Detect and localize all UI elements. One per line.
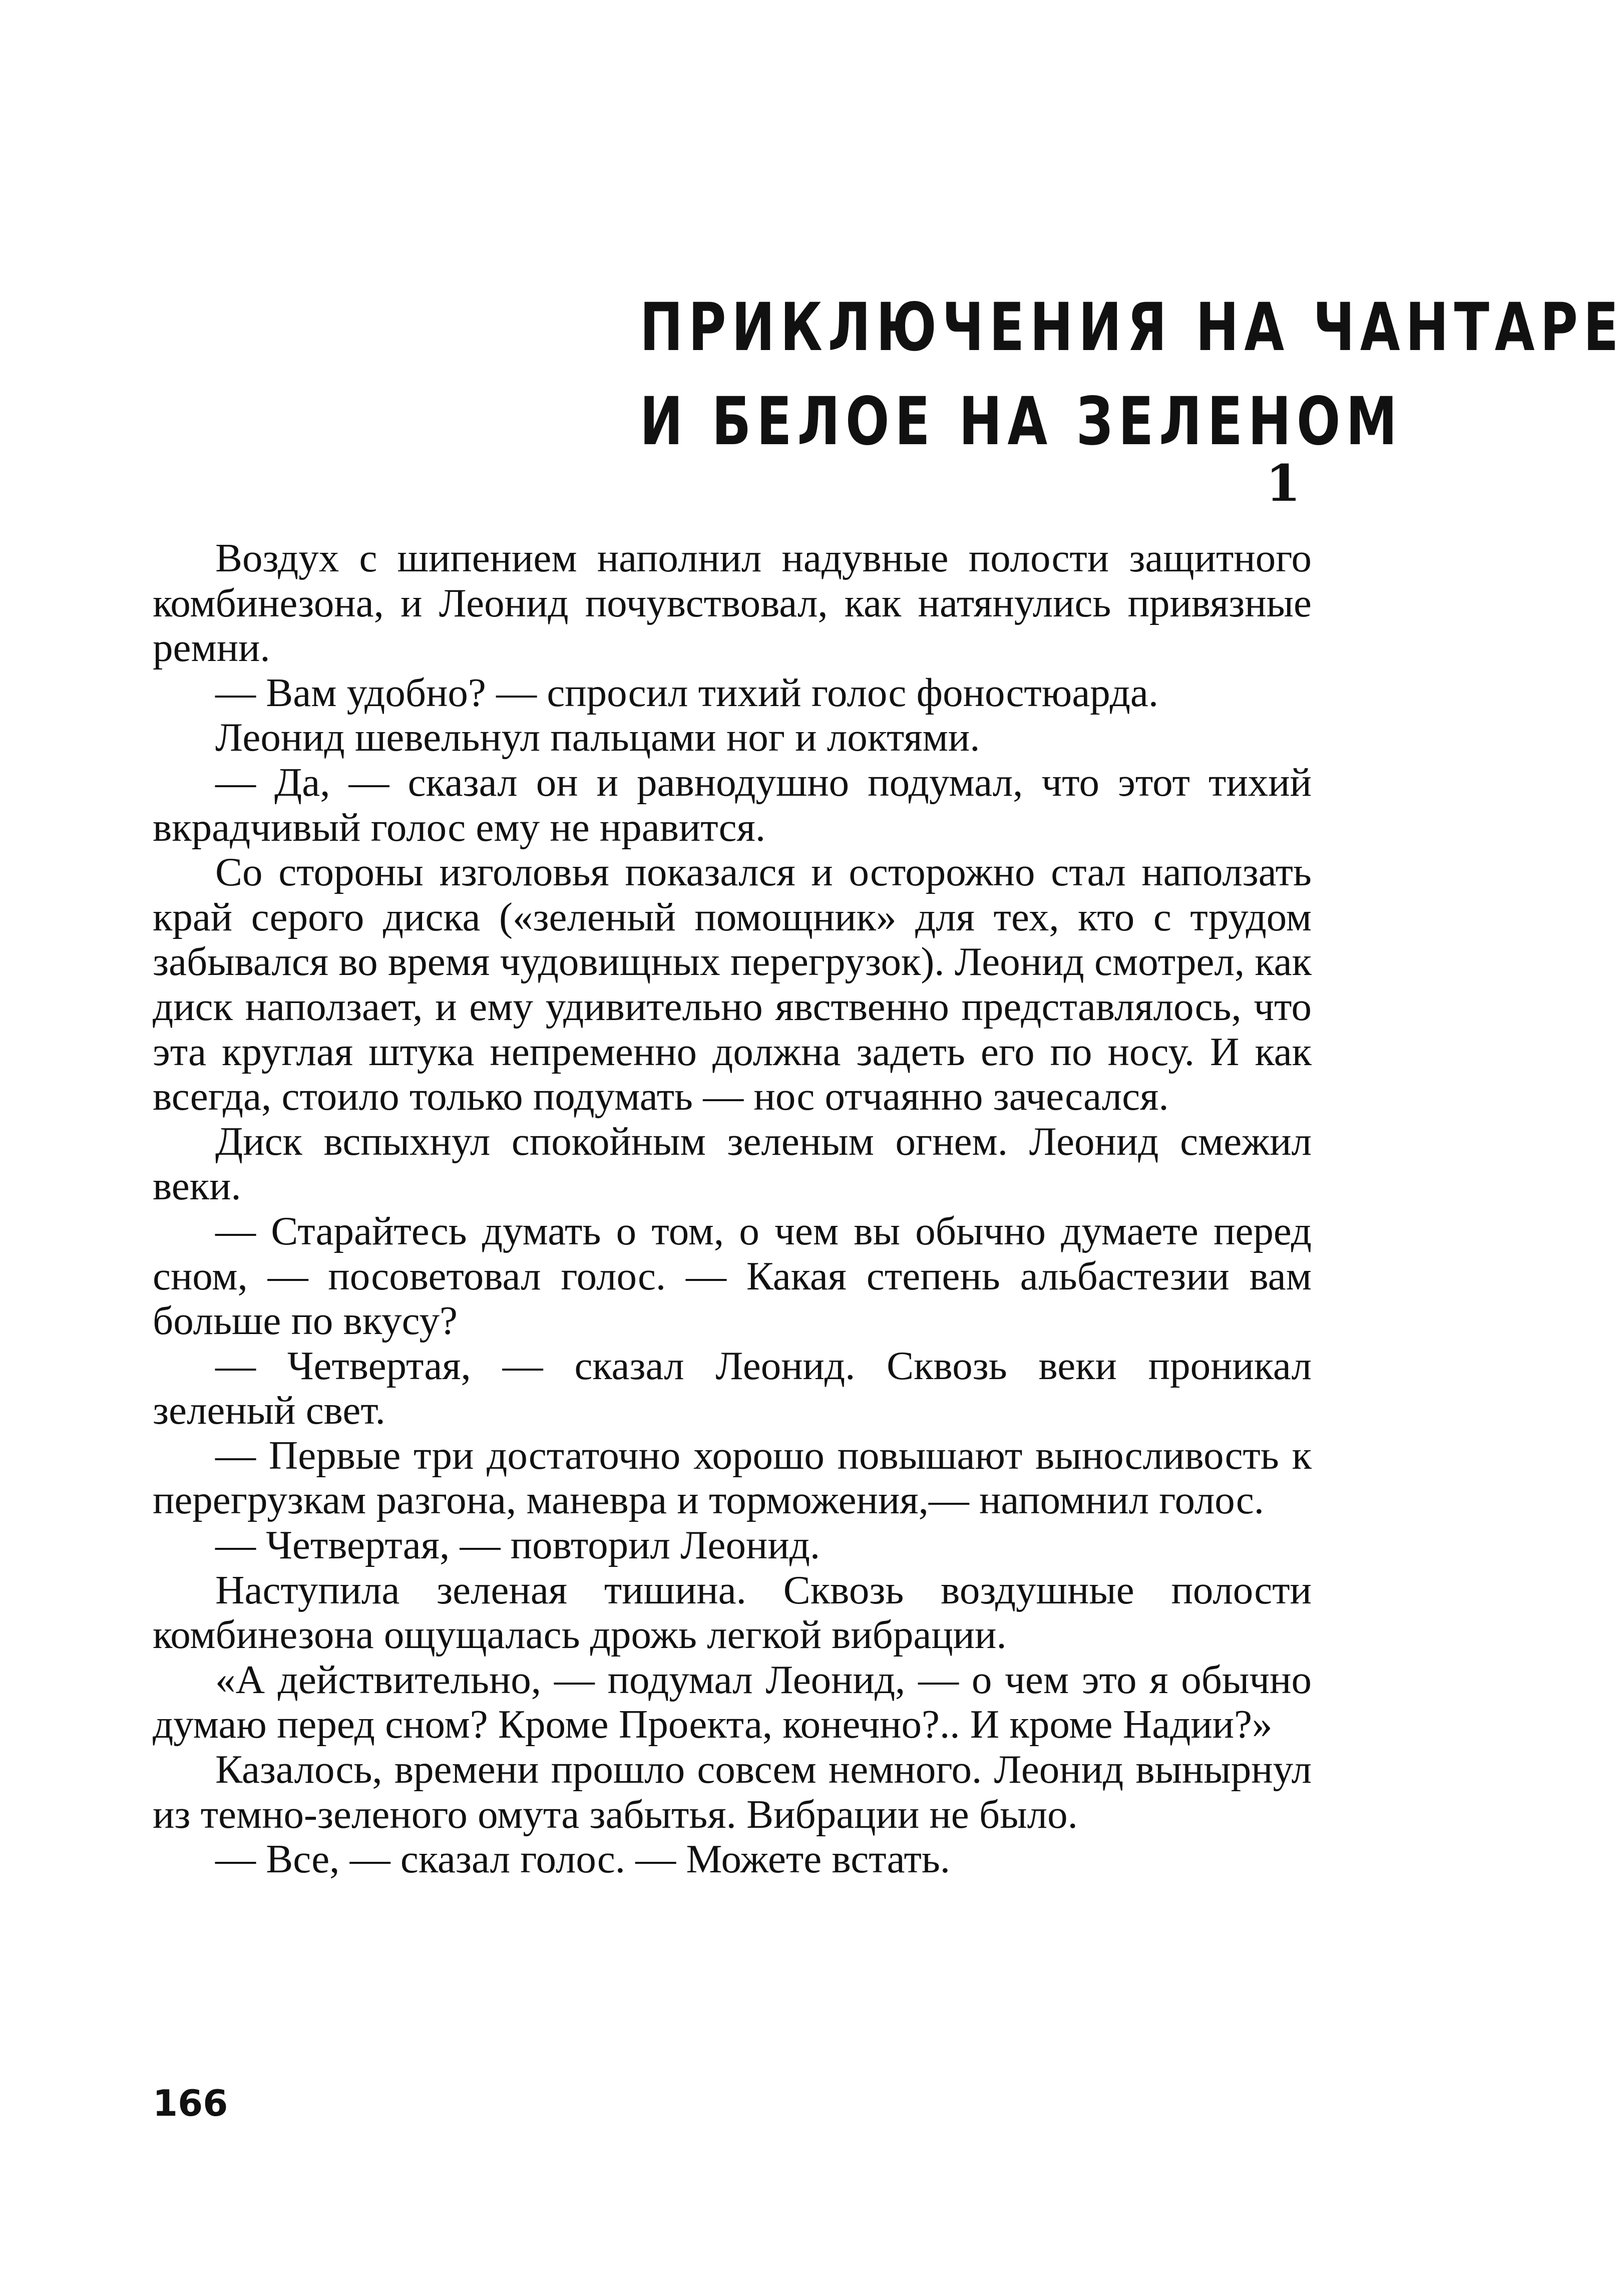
- paragraph: — Старайтесь думать о том, о чем вы обычно думаете перед сном, — посоветовал голос. — Какая степень альбастезии вам больше по вкусу?: [153, 1208, 1312, 1344]
- paragraph: Наступила зеленая тишина. Сквозь воздушные полости комбинезона ощущалась дрожь легкой вибрации.: [153, 1567, 1312, 1658]
- paragraph: — Да, — сказал он и равнодушно подумал, что этот тихий вкрадчивый голос ему не нравится.: [153, 759, 1312, 850]
- chapter-number: 1: [1266, 454, 1301, 513]
- body-text: [153, 536, 1312, 1882]
- chapter-title-line-2: И БЕЛОЕ НА ЗЕЛЕНОМ: [640, 383, 1403, 460]
- paragraph: Со стороны изголовья показался и осторожно стал наползать край серого диска («зеленый помощник» для тех, кто с трудом забывался во время чудовищных перегрузок). Леонид смотрел, как диск наползает, и ему удивительно явственно представлялось, что эта круглая штука непременно должна задеть его по носу. И как всегда, стоило только подумать — нос отчаянно зачесался.: [153, 849, 1312, 1119]
- paragraph: Воздух с шипением наполнил надувные полости защитного комбинезона, и Леонид почувствовал, как натянулись привязные ремни.: [153, 535, 1312, 671]
- chapter-title: [640, 280, 1624, 469]
- paragraph: Казалось, времени прошло совсем немного. Леонид вынырнул из темно-зеленого омута забытья. Вибрации не было.: [153, 1747, 1312, 1837]
- paragraph: — Четвертая, — повторил Леонид.: [215, 1522, 821, 1568]
- paragraph: — Четвертая, — сказал Леонид. Сквозь веки проникал зеленый свет.: [153, 1343, 1312, 1433]
- paragraph: Леонид шевельнул пальцами ног и локтями.: [215, 715, 980, 760]
- chapter-title-line-1: ПРИКЛЮЧЕНИЯ НА ЧАНТАРЕ: [640, 289, 1624, 366]
- paragraph: Диск вспыхнул спокойным зеленым огнем. Леонид смежил веки.: [153, 1118, 1312, 1209]
- page-number: 166: [153, 2082, 228, 2124]
- paragraph: — Все, — сказал голос. — Можете встать.: [215, 1836, 951, 1882]
- paragraph: — Первые три достаточно хорошо повышают выносливость к перегрузкам разгона, маневра и торможения,— напомнил голос.: [153, 1432, 1312, 1523]
- paragraph: — Вам удобно? — спросил тихий голос фоностюарда.: [215, 670, 1159, 715]
- paragraph: «А действительно, — подумал Леонид, — о чем это я обычно думаю перед сном? Кроме Проекта, конечно?.. И кроме Надии?»: [153, 1657, 1312, 1747]
